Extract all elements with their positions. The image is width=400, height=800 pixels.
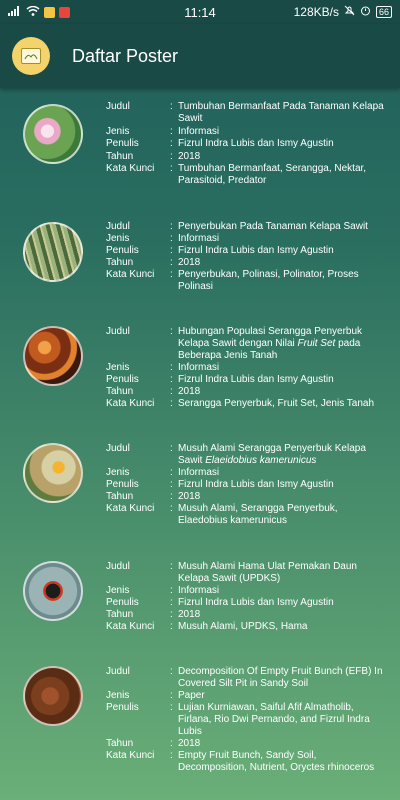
poster-title: Musuh Alami Hama Ulat Pemakan Daun Kelapa Sawit (UPDKS)	[178, 561, 357, 584]
field-penulis: Penulis : Fizrul Indra Lubis dan Ismy Agustin	[106, 479, 334, 490]
field-tahun: Tahun : 2018	[106, 151, 201, 162]
signal-icon	[8, 5, 22, 19]
poster-thumbnail	[23, 561, 83, 621]
field-penulis: Penulis : Fizrul Indra Lubis dan Ismy Agustin	[106, 597, 334, 608]
field-judul: Judul : Penyerbukan Pada Tanaman Kelapa Sawit	[106, 221, 386, 233]
field-kata-kunci: Kata Kunci : Musuh Alami, Serangga Penyerbuk, Elaedobius kamerunicus	[106, 503, 338, 526]
field-tahun: Tahun : 2018	[106, 491, 201, 502]
field-penulis: Penulis : Fizrul Indra Lubis dan Ismy Agustin	[106, 245, 334, 256]
field-tahun: Tahun : 2018	[106, 609, 201, 620]
alarm-icon	[360, 5, 371, 19]
network-speed: 128KB/s	[293, 5, 339, 19]
field-kata-kunci: Kata Kunci : Tumbuhan Bermanfaat, Serangga, Nektar, Parasitoid, Predator	[106, 163, 367, 186]
battery-icon: 66	[376, 6, 392, 18]
page-title: Daftar Poster	[72, 45, 179, 66]
poster-title: Decomposition Of Empty Fruit Bunch (EFB) In Covered Silt Pit in Sandy Soil	[178, 666, 383, 689]
field-judul: Judul : Tumbuhan Bermanfaat Pada Tanaman Kelapa Sawit	[106, 101, 386, 125]
field-jenis: Jenis : Informasi	[106, 467, 220, 478]
poster-icon	[21, 48, 41, 64]
poster-thumbnail	[23, 666, 83, 726]
field-jenis: Jenis : Paper	[106, 690, 205, 701]
field-judul: Judul : Musuh Alami Serangga Penyerbuk Kelapa Sawit Elaeidobius kamerunicus	[106, 443, 386, 467]
poster-title: Musuh Alami Serangga Penyerbuk Kelapa Sawit Elaeidobius kamerunicus	[178, 443, 366, 466]
field-jenis: Jenis : Informasi	[106, 362, 220, 373]
mute-icon	[344, 5, 355, 19]
field-tahun: Tahun : 2018	[106, 257, 201, 268]
app-logo[interactable]	[12, 37, 50, 75]
poster-title: Penyerbukan Pada Tanaman Kelapa Sawit	[178, 221, 368, 232]
poster-title: Hubungan Populasi Serangga Penyerbuk Kelapa Sawit dengan Nilai Fruit Set pada Beberapa Jenis Tanah	[178, 326, 363, 361]
poster-thumbnail	[23, 104, 83, 164]
clock: 11:14	[184, 4, 216, 20]
poster-thumbnail	[23, 222, 83, 282]
field-judul: Judul : Musuh Alami Hama Ulat Pemakan Daun Kelapa Sawit (UPDKS)	[106, 561, 386, 585]
field-kata-kunci: Kata Kunci : Musuh Alami, UPDKS, Hama	[106, 621, 308, 632]
app-notification-icon	[59, 7, 70, 18]
poster-list[interactable]	[0, 88, 400, 800]
field-tahun: Tahun : 2018	[106, 386, 201, 397]
field-jenis: Jenis : Informasi	[106, 126, 220, 137]
status-icons-right	[294, 5, 392, 19]
field-penulis: Penulis : Fizrul Indra Lubis dan Ismy Agustin	[106, 138, 334, 149]
field-jenis: Jenis : Informasi	[106, 585, 220, 596]
field-kata-kunci: Kata Kunci : Penyerbukan, Polinasi, Polinator, Proses Polinasi	[106, 269, 359, 292]
poster-title: Tumbuhan Bermanfaat Pada Tanaman Kelapa Sawit	[178, 101, 384, 124]
field-tahun: Tahun : 2018	[106, 738, 201, 749]
poster-thumbnail	[23, 326, 83, 386]
field-penulis: Penulis : Fizrul Indra Lubis dan Ismy Agustin	[106, 374, 334, 385]
field-kata-kunci: Kata Kunci : Empty Fruit Bunch, Sandy Soil, Decomposition, Nutrient, Oryctes rhinoceros	[106, 750, 375, 773]
field-kata-kunci: Kata Kunci : Serangga Penyerbuk, Fruit Set, Jenis Tanah	[106, 398, 375, 409]
app-notification-icon	[44, 7, 55, 18]
status-bar	[0, 0, 400, 24]
field-jenis: Jenis : Informasi	[106, 233, 220, 244]
field-judul: Judul : Hubungan Populasi Serangga Penyerbuk Kelapa Sawit dengan Nilai Fruit Set pada Beberapa Jenis Tanah	[106, 326, 386, 362]
app-bar	[0, 24, 400, 88]
field-penulis: Penulis : Lujian Kurniawan, Saiful Afif Almatholib, Firlana, Rio Dwi Pernando, and Fizrul Indra Lubis	[106, 702, 370, 737]
status-icons-left	[8, 5, 70, 19]
poster-thumbnail	[23, 443, 83, 503]
field-judul: Judul : Decomposition Of Empty Fruit Bunch (EFB) In Covered Silt Pit in Sandy Soil	[106, 666, 386, 690]
wifi-icon	[26, 5, 40, 19]
